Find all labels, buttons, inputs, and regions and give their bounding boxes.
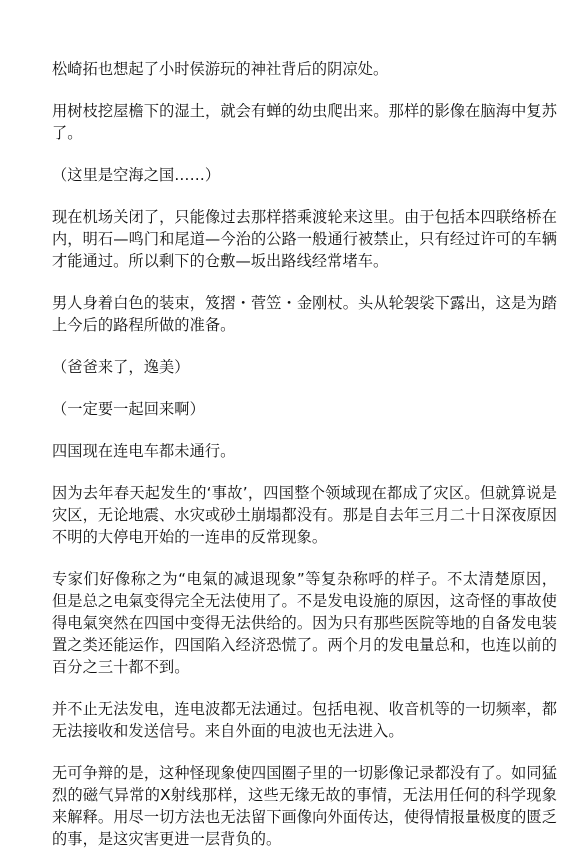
paragraph-ferry-route: 现在机场关闭了，只能像过去那样搭乘渡轮来这里。由于包括本四联络桥在内，明石—鸣门和尾道—今治的公路一般通行被禁止，只有经过许可的车辆才能通过。所以剩下的仓敷—坂出路线经常堵车。 [52, 208, 557, 270]
paragraph-image-records: 无可争辩的是，这种怪现象使四国圈子里的一切影像记录都没有了。如同猛烈的磁气异常的X射线那样，这些无缘无故的事情，无法用任何的科学现象来解释。用尽一切方法也无法留下画像向外面传达，使得情报量极度的匮乏的事，是这灾害更进一层背负的。 [52, 764, 557, 848]
paragraph-pilgrim-attire: 男人身着白色的装束，笈摺・菅笠・金刚杖。头从轮袈裟下露出，这是为踏上今后的路程所做的准备。 [52, 294, 557, 334]
paragraph-no-trains: 四国现在连电车都未通行。 [52, 442, 236, 460]
paragraph-father-arrived: （爸爸来了，逸美） [52, 358, 190, 376]
paragraph-accident-disaster: 因为去年春天起发生的‘事故’，四国整个领域现在都成了灾区。但就算说是灾区，无论地震、水灾或砂土崩塌都没有。那是自去年三月二十日深夜原因不明的大停电开始的一连串的反常现象。 [52, 484, 557, 546]
paragraph-cicada-larvae: 用树枝挖屋檐下的湿土，就会有蝉的幼虫爬出来。那样的影像在脑海中复苏了。 [52, 102, 557, 142]
paragraph-electricity-decline: 专家们好像称之为“电氣的减退现象”等复杂称呼的样子。不太清楚原因，但是总之电氣变得完全无法使用了。不是发电设施的原因，这奇怪的事故使得电氣突然在四国中变得无法供给的。因为只有那些医院等地的自备发电装置之类还能运作，四国陷入经济恐慌了。两个月的发电量总和，也连以前的百分之三十都不到。 [52, 570, 557, 676]
paragraph-come-back-together: （一定要一起回来啊） [52, 400, 205, 418]
paragraph-radio-waves: 并不止无法发电，连电波都无法通过。包括电视、收音机等的一切频率，都无法接收和发送信号。来自外面的电波也无法进入。 [52, 700, 557, 740]
paragraph-shrine-memory: 松崎拓也想起了小时侯游玩的神社背后的阴凉处。 [52, 60, 389, 78]
paragraph-kukai-country: （这里是空海之国……） [52, 166, 221, 184]
